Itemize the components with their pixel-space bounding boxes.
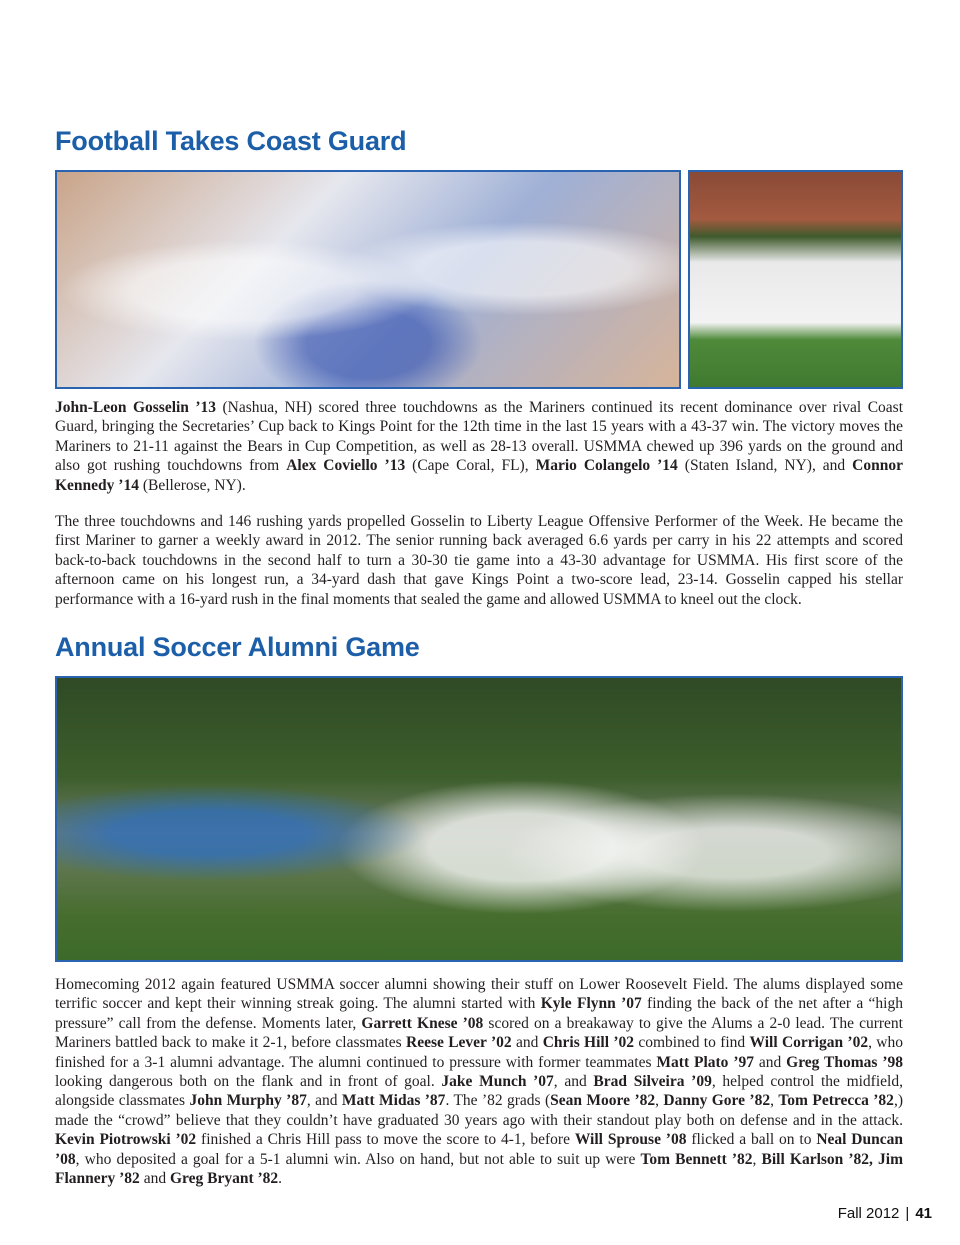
text-run: . The ’82 grads ( <box>445 1092 551 1110</box>
text-run: scored on a breakaway to give the Alums a 2-0 lead. The current Mariners battled back to make it 2-1, before classmates <box>55 1014 903 1052</box>
text-run: and <box>139 1170 170 1188</box>
bold-name: Tom Bennett ’82 <box>640 1150 753 1168</box>
section-title-football: Football Takes Coast Guard <box>55 126 407 156</box>
bold-name: Kevin Piotrowski ’02 <box>55 1131 197 1149</box>
footer-separator: | <box>905 1205 910 1222</box>
bold-name: Jake Munch ’07 <box>441 1073 554 1091</box>
text-run: and <box>511 1034 543 1052</box>
text-run: , helped control the midfield, alongside classmates <box>55 1073 903 1110</box>
soccer-alumni-group-photo <box>55 676 903 962</box>
text-run: , who deposited a goal for a 5-1 alumni win. Also on hand, but not able to suit up were <box>75 1150 641 1168</box>
issue-label: Fall 2012 <box>837 1205 900 1222</box>
football-paragraph-1 <box>55 398 903 495</box>
text-run: , and <box>306 1092 342 1110</box>
page-number: 41 <box>915 1205 932 1222</box>
bold-name: Will Sprouse ’08 <box>574 1131 687 1149</box>
bold-name: Alex Coviello ’13 <box>286 457 406 475</box>
bold-name: Sean Moore ’82 <box>550 1092 656 1110</box>
text-run: , <box>770 1092 779 1110</box>
text-run: combined to find <box>634 1034 750 1052</box>
text-run: Homecoming 2012 again featured USMMA soccer alumni showing their stuff on Lower Roosevelt Field. The alums displayed some terrific soccer and kept their winning streak going. The alumni started with <box>55 976 903 1013</box>
bold-name: Neal Duncan ’08 <box>55 1131 903 1168</box>
page-footer <box>838 1205 932 1222</box>
bold-name: Garrett Knese ’08 <box>361 1014 484 1032</box>
text-run: (Nashua, NH) scored three touchdowns as the Mariners continued its recent dominance over rival Coast Guard, bringing the Secretaries’ Cup back to Kings Point for the 12th time in the last 15 years with a 43-37 win. The victory moves the Mariners to 21-11 against the Bears in Cup Competition, as well as 28-13 overall. USMMA chewed up 396 yards on the ground and also got rushing touchdowns from <box>55 399 904 475</box>
bold-name: John-Leon Gosselin ’13 <box>55 399 217 416</box>
football-team-photo <box>55 170 681 389</box>
bold-name: Greg Bryant ’82 <box>169 1170 279 1188</box>
text-run: finding the back of the net after a “high pressure” call from the defense. Moments later, <box>55 995 903 1032</box>
bold-name: Brad Silveira ’09 <box>593 1073 712 1091</box>
midshipmen-parade-photo <box>688 170 903 389</box>
text-run: , <box>752 1150 762 1168</box>
text-run: . <box>278 1170 283 1188</box>
bold-name: Reese Lever ’02 <box>406 1034 512 1052</box>
text-run: and <box>753 1053 787 1071</box>
text-run: ,) made the “crowd” believe that they couldn’t have graduated 30 years ago with their standout play both on defense and in the attack. <box>55 1092 903 1129</box>
bold-name: Tom Petrecca ’82 <box>778 1092 894 1110</box>
bold-name: Mario Colangelo ’14 <box>535 457 678 475</box>
soccer-paragraph <box>55 975 903 1188</box>
text-run: finished a Chris Hill pass to move the score to 4-1, before <box>196 1131 575 1149</box>
bold-name: John Murphy ’87 <box>189 1092 307 1110</box>
bold-name: Will Corrigan ’02 <box>749 1034 869 1052</box>
bold-name: Connor Kennedy ’14 <box>55 457 903 494</box>
bold-name: Matt Plato ’97 <box>656 1053 754 1071</box>
bold-name: Greg Thomas ’98 <box>786 1053 903 1071</box>
text-run: , and <box>553 1073 594 1091</box>
bold-name: Bill Karlson ’82, Jim Flannery ’82 <box>55 1150 903 1188</box>
text-run: flicked a ball on to <box>686 1131 817 1149</box>
text-run: , who finished for a 3-1 alumni advantage. The alumni continued to pressure with former teammates <box>55 1034 903 1071</box>
text-run: (Bellerose, NY). <box>138 476 246 494</box>
bold-name: Chris Hill ’02 <box>542 1034 635 1052</box>
bold-name: Danny Gore ’82 <box>663 1092 771 1110</box>
bold-name: Matt Midas ’87 <box>341 1092 446 1110</box>
text-run: looking dangerous both on the flank and in front of goal. <box>55 1073 442 1091</box>
text-run: (Cape Coral, FL), <box>405 457 536 475</box>
text-run: (Staten Island, NY), and <box>677 457 853 475</box>
text-run: , <box>655 1092 664 1110</box>
text-run: The three touchdowns and 146 rushing yards propelled Gosselin to Liberty League Offensive Performer of the Week. He became the first Mariner to garner a weekly award in 2012. The senior running back averaged 6.6 yards per carry in his 22 attempts and scored back-to-back touchdowns in the second half to turn a 30-30 tie game into a 43-30 advantage for USMMA. His first score of the afternoon came on his longest run, a 34-yard dash that gave Kings Point a two-score lead, 23-14. Gosselin capped his stellar performance with a 16-yard rush in the final moments that sealed the game and allowed USMMA to kneel out the clock. <box>55 513 903 608</box>
section-title-soccer: Annual Soccer Alumni Game <box>55 632 420 662</box>
bold-name: Kyle Flynn ’07 <box>540 995 642 1013</box>
football-paragraph-2 <box>55 512 903 609</box>
